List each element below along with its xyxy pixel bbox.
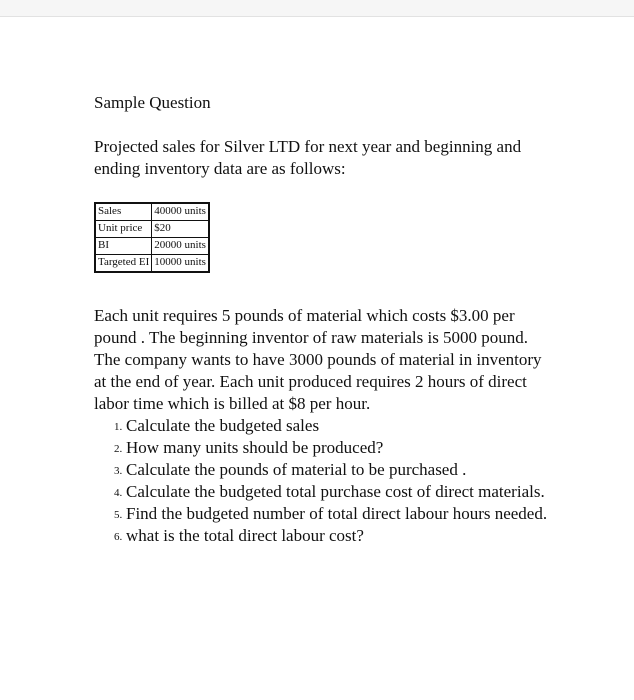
table-row [95, 238, 209, 255]
question-text: what is the total direct labour cost? [126, 526, 364, 545]
viewer-top-bar [0, 0, 634, 17]
question-number: 6. [114, 531, 123, 543]
question-number: 5. [114, 509, 123, 521]
question-number: 3. [114, 465, 123, 477]
table-cell-value: 20000 units [152, 238, 209, 255]
table-cell-label: Targeted EI [95, 255, 152, 273]
question-list [94, 415, 554, 547]
table-cell-value: $20 [152, 221, 209, 238]
inventory-data-table [94, 202, 210, 273]
question-text: Find the budgeted number of total direct labour hours needed. [126, 504, 548, 523]
table-row [95, 221, 209, 238]
list-item [114, 415, 554, 437]
table-cell-label: BI [95, 238, 152, 255]
question-text: How many units should be produced? [126, 438, 384, 457]
list-item [114, 459, 554, 481]
table-cell-label: Unit price [95, 221, 152, 238]
question-text: Calculate the budgeted total purchase cost of direct materials. [126, 482, 545, 501]
table-cell-label: Sales [95, 203, 152, 221]
document-heading: Sample Question [94, 93, 211, 112]
question-number: 1. [114, 421, 123, 433]
question-number: 2. [114, 443, 123, 455]
list-item [114, 525, 554, 547]
table-cell-value: 10000 units [152, 255, 209, 273]
table-row [95, 203, 209, 221]
list-item [114, 503, 554, 525]
list-item [114, 481, 554, 503]
intro-paragraph: Projected sales for Silver LTD for next year and beginning and ending inventory data are as follows: [94, 137, 522, 178]
question-text: Calculate the pounds of material to be purchased . [126, 460, 467, 479]
table-row [95, 255, 209, 273]
list-item [114, 437, 554, 459]
question-number: 4. [114, 487, 123, 499]
document-body [94, 92, 554, 547]
table-cell-value: 40000 units [152, 203, 209, 221]
material-labor-paragraph: Each unit requires 5 pounds of material which costs $3.00 per pound . The beginning inventor of raw materials is 5000 pound. The company wants to have 3000 pounds of material in inventory at the end of year. Each unit produced requires 2 hours of direct labor time which is billed at $8 per hour. [94, 306, 542, 413]
question-text: Calculate the budgeted sales [126, 416, 320, 435]
